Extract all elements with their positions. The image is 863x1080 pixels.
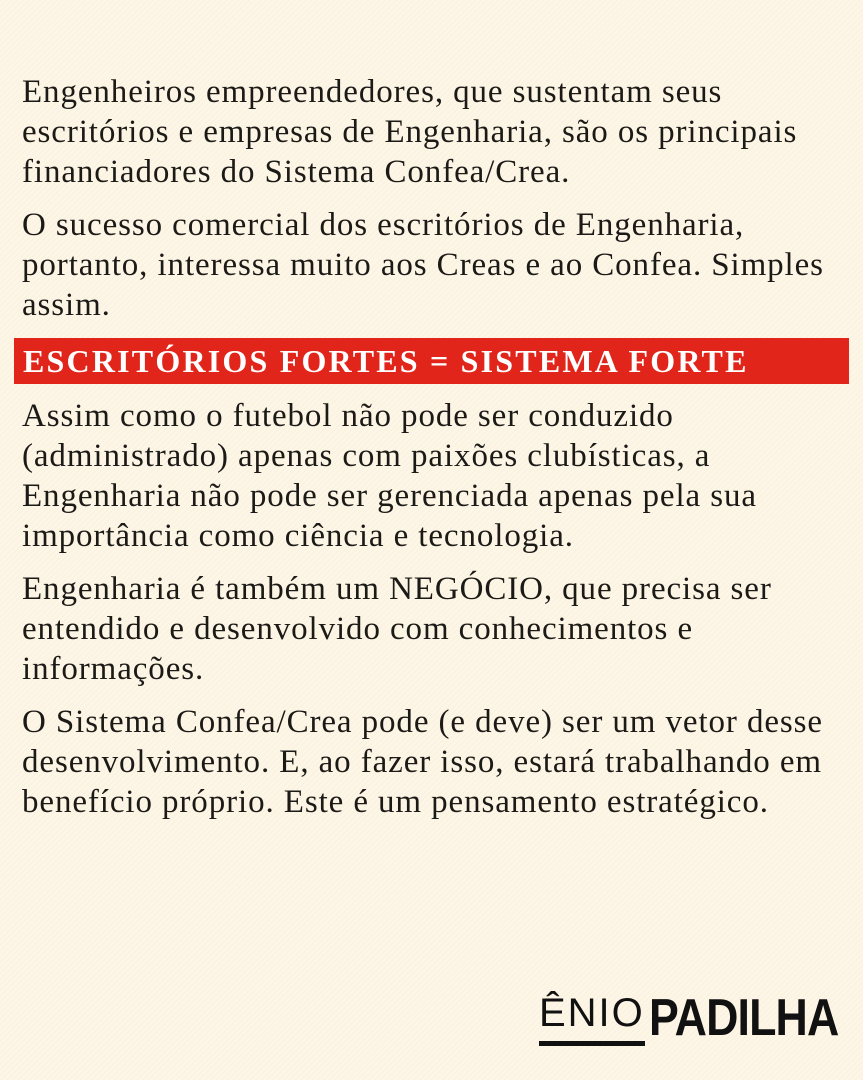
logo-last-name: PADILHA bbox=[648, 989, 839, 1047]
headline-banner-text: ESCRITÓRIOS FORTES = SISTEMA FORTE bbox=[23, 342, 749, 379]
author-logo bbox=[539, 978, 841, 1046]
logo-first-name: ÊNIO bbox=[539, 991, 645, 1046]
top-text-block bbox=[22, 72, 852, 338]
paragraph-business: Engenharia é também um NEGÓCIO, que precisa ser entendido e desenvolvido com conhecimentos e informações. bbox=[22, 571, 772, 687]
paragraph-strategic-thinking: O Sistema Confea/Crea pode (e deve) ser um vetor desse desenvolvimento. E, ao fazer isso, estará trabalhando em benefício próprio. Este é um pensamento estratégico. bbox=[22, 704, 823, 820]
bottom-text-block bbox=[22, 396, 852, 835]
paragraph-commercial-success: O sucesso comercial dos escritórios de Engenharia, portanto, interessa muito aos Creas e ao Confea. Simples assim. bbox=[22, 207, 824, 323]
paragraph-football-analogy: Assim como o futebol não pode ser conduzido (administrado) apenas com paixões clubísticas, a Engenharia não pode ser gerenciada apenas pela sua importância como ciência e tecnologia. bbox=[22, 398, 757, 554]
paragraph-entrepreneurs: Engenheiros empreendedores, que sustentam seus escritórios e empresas de Engenharia, são os principais financiadores do Sistema Confea/Crea. bbox=[22, 74, 798, 190]
headline-banner bbox=[14, 338, 849, 384]
